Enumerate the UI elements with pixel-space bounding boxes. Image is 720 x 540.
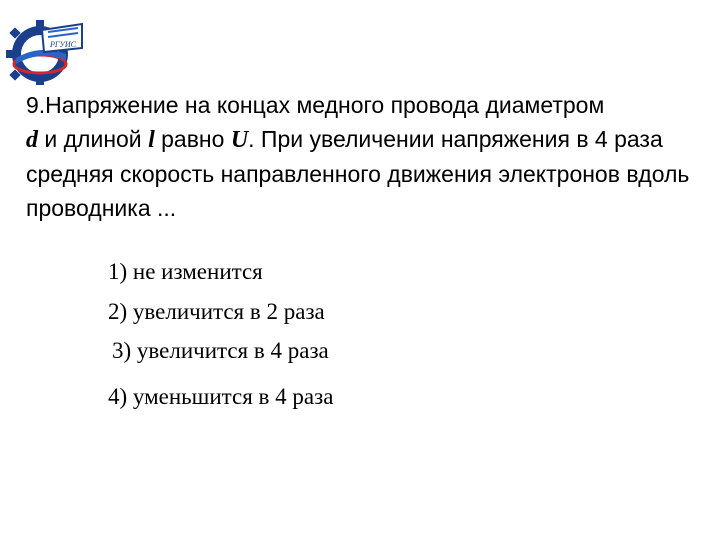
answer-option-1[interactable]: 1) не изменится: [108, 259, 263, 284]
question-part-2: и длиной: [38, 126, 149, 152]
question-part-3: равно: [154, 126, 231, 152]
answer-option-2[interactable]: 2) увеличится в 2 раза: [108, 299, 325, 324]
variable-l: l: [148, 127, 155, 153]
answer-option-4[interactable]: 4) уменьшится в 4 раза: [108, 384, 334, 409]
variable-u: U: [230, 127, 249, 153]
university-logo: [2, 14, 86, 86]
logo-text: РГУИС: [50, 40, 76, 49]
question-text: [26, 88, 706, 225]
variable-d: d: [26, 127, 38, 153]
question-part-1: 9.Напряжение на концах медного провода диаметром: [26, 92, 605, 118]
answer-option-3[interactable]: 3) увеличится в 4 раза: [112, 338, 329, 363]
question-part-4: . При увеличении напряжения в 4 раза средняя скорость направленного движения электронов вдоль проводника ...: [26, 126, 690, 221]
